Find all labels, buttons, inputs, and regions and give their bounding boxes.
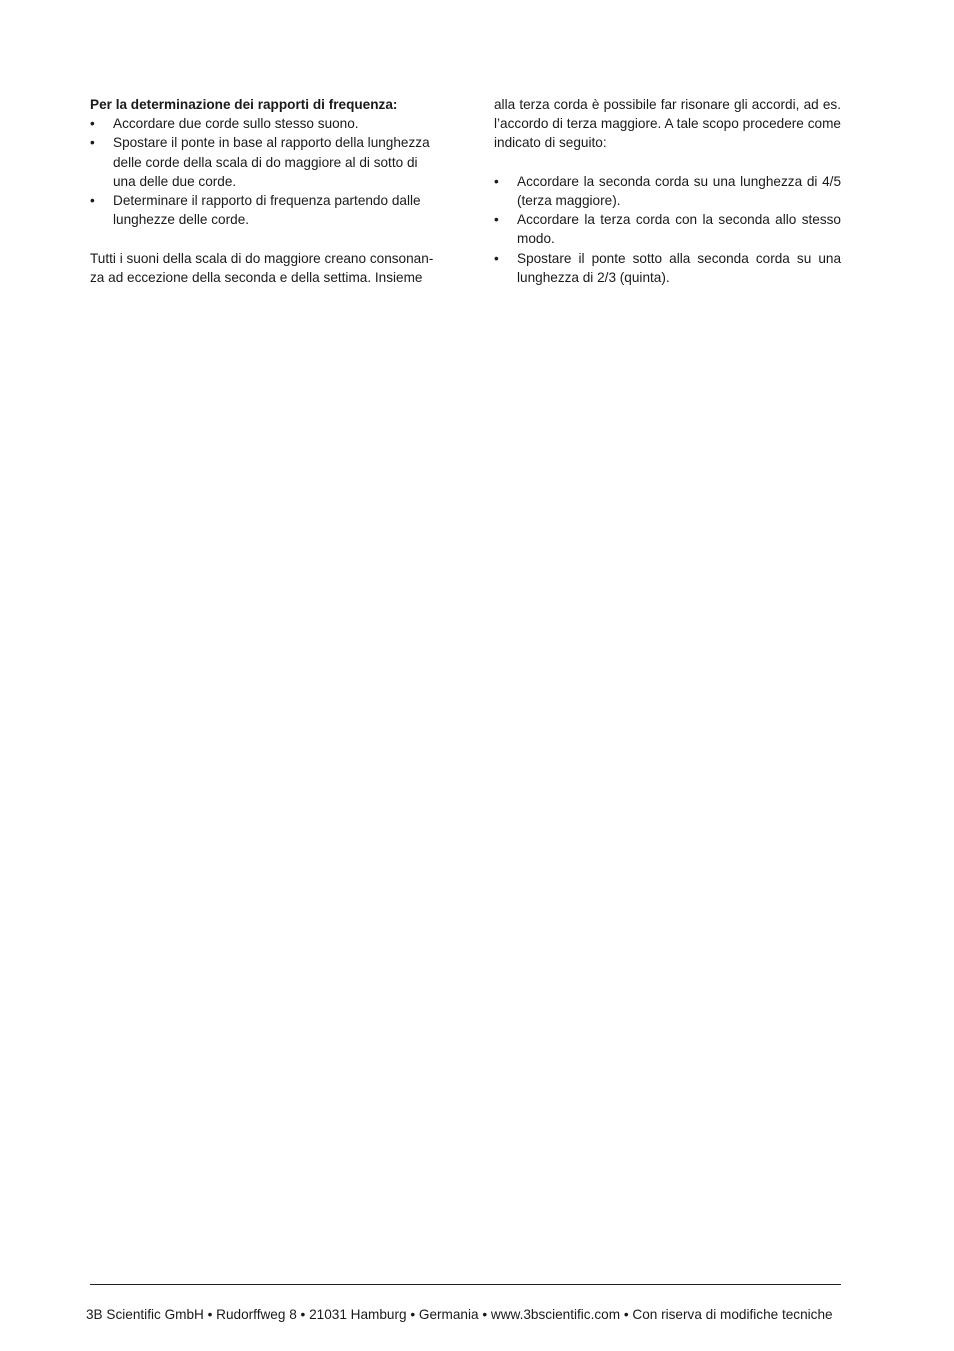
list-item	[90, 114, 437, 133]
list-item-text: Accordare la seconda corda su una lunghezza di 4/5 (terza maggiore).	[517, 173, 841, 208]
paragraph-line: Tutti i suoni della scala di do maggiore creano consonan-	[90, 250, 434, 266]
list-item-text: Accordare la terza corda con la seconda allo stesso modo.	[517, 212, 841, 247]
list-item-text: Spostare il ponte sotto alla seconda corda su una lunghezza di 2/3 (quinta).	[517, 250, 841, 285]
footer-divider	[90, 1284, 841, 1285]
list-item-text: Accordare due corde sullo stesso suono.	[113, 116, 359, 132]
bullet-icon: •	[494, 212, 499, 228]
bullet-icon: •	[90, 135, 95, 151]
body-paragraph-left	[90, 249, 437, 287]
paragraph-line: za ad eccezione della seconda e della settima. Insieme	[90, 269, 423, 285]
list-item	[494, 249, 841, 287]
right-column	[494, 95, 841, 287]
list-item-text: Determinare il rapporto di frequenza partendo dalle lunghezze delle corde.	[113, 193, 421, 228]
bullet-icon: •	[494, 173, 499, 189]
list-item	[494, 210, 841, 248]
left-column	[90, 95, 437, 287]
list-item	[90, 133, 437, 191]
bullet-icon: •	[90, 116, 95, 132]
list-item-text: Spostare il ponte in base al rapporto della lunghezza delle corde della scala di do maggiore al di sotto di una delle due corde.	[113, 135, 430, 189]
instruction-list-right	[494, 172, 841, 287]
instruction-list-left	[90, 114, 437, 229]
list-item	[494, 172, 841, 210]
footer-address: 3B Scientific GmbH • Rudorffweg 8 • 21031 Hamburg • Germania • www.3bscientific.com • Con riserva di modifiche tecniche	[86, 1307, 833, 1322]
body-paragraph-right: alla terza corda è possibile far risonare gli accordi, ad es. l’accordo di terza maggiore. A tale scopo procedere come indicato di seguito:	[494, 97, 841, 151]
list-item	[90, 191, 437, 229]
section-heading: Per la determinazione dei rapporti di frequenza:	[90, 97, 398, 112]
bullet-icon: •	[494, 250, 499, 266]
bullet-icon: •	[90, 193, 95, 209]
